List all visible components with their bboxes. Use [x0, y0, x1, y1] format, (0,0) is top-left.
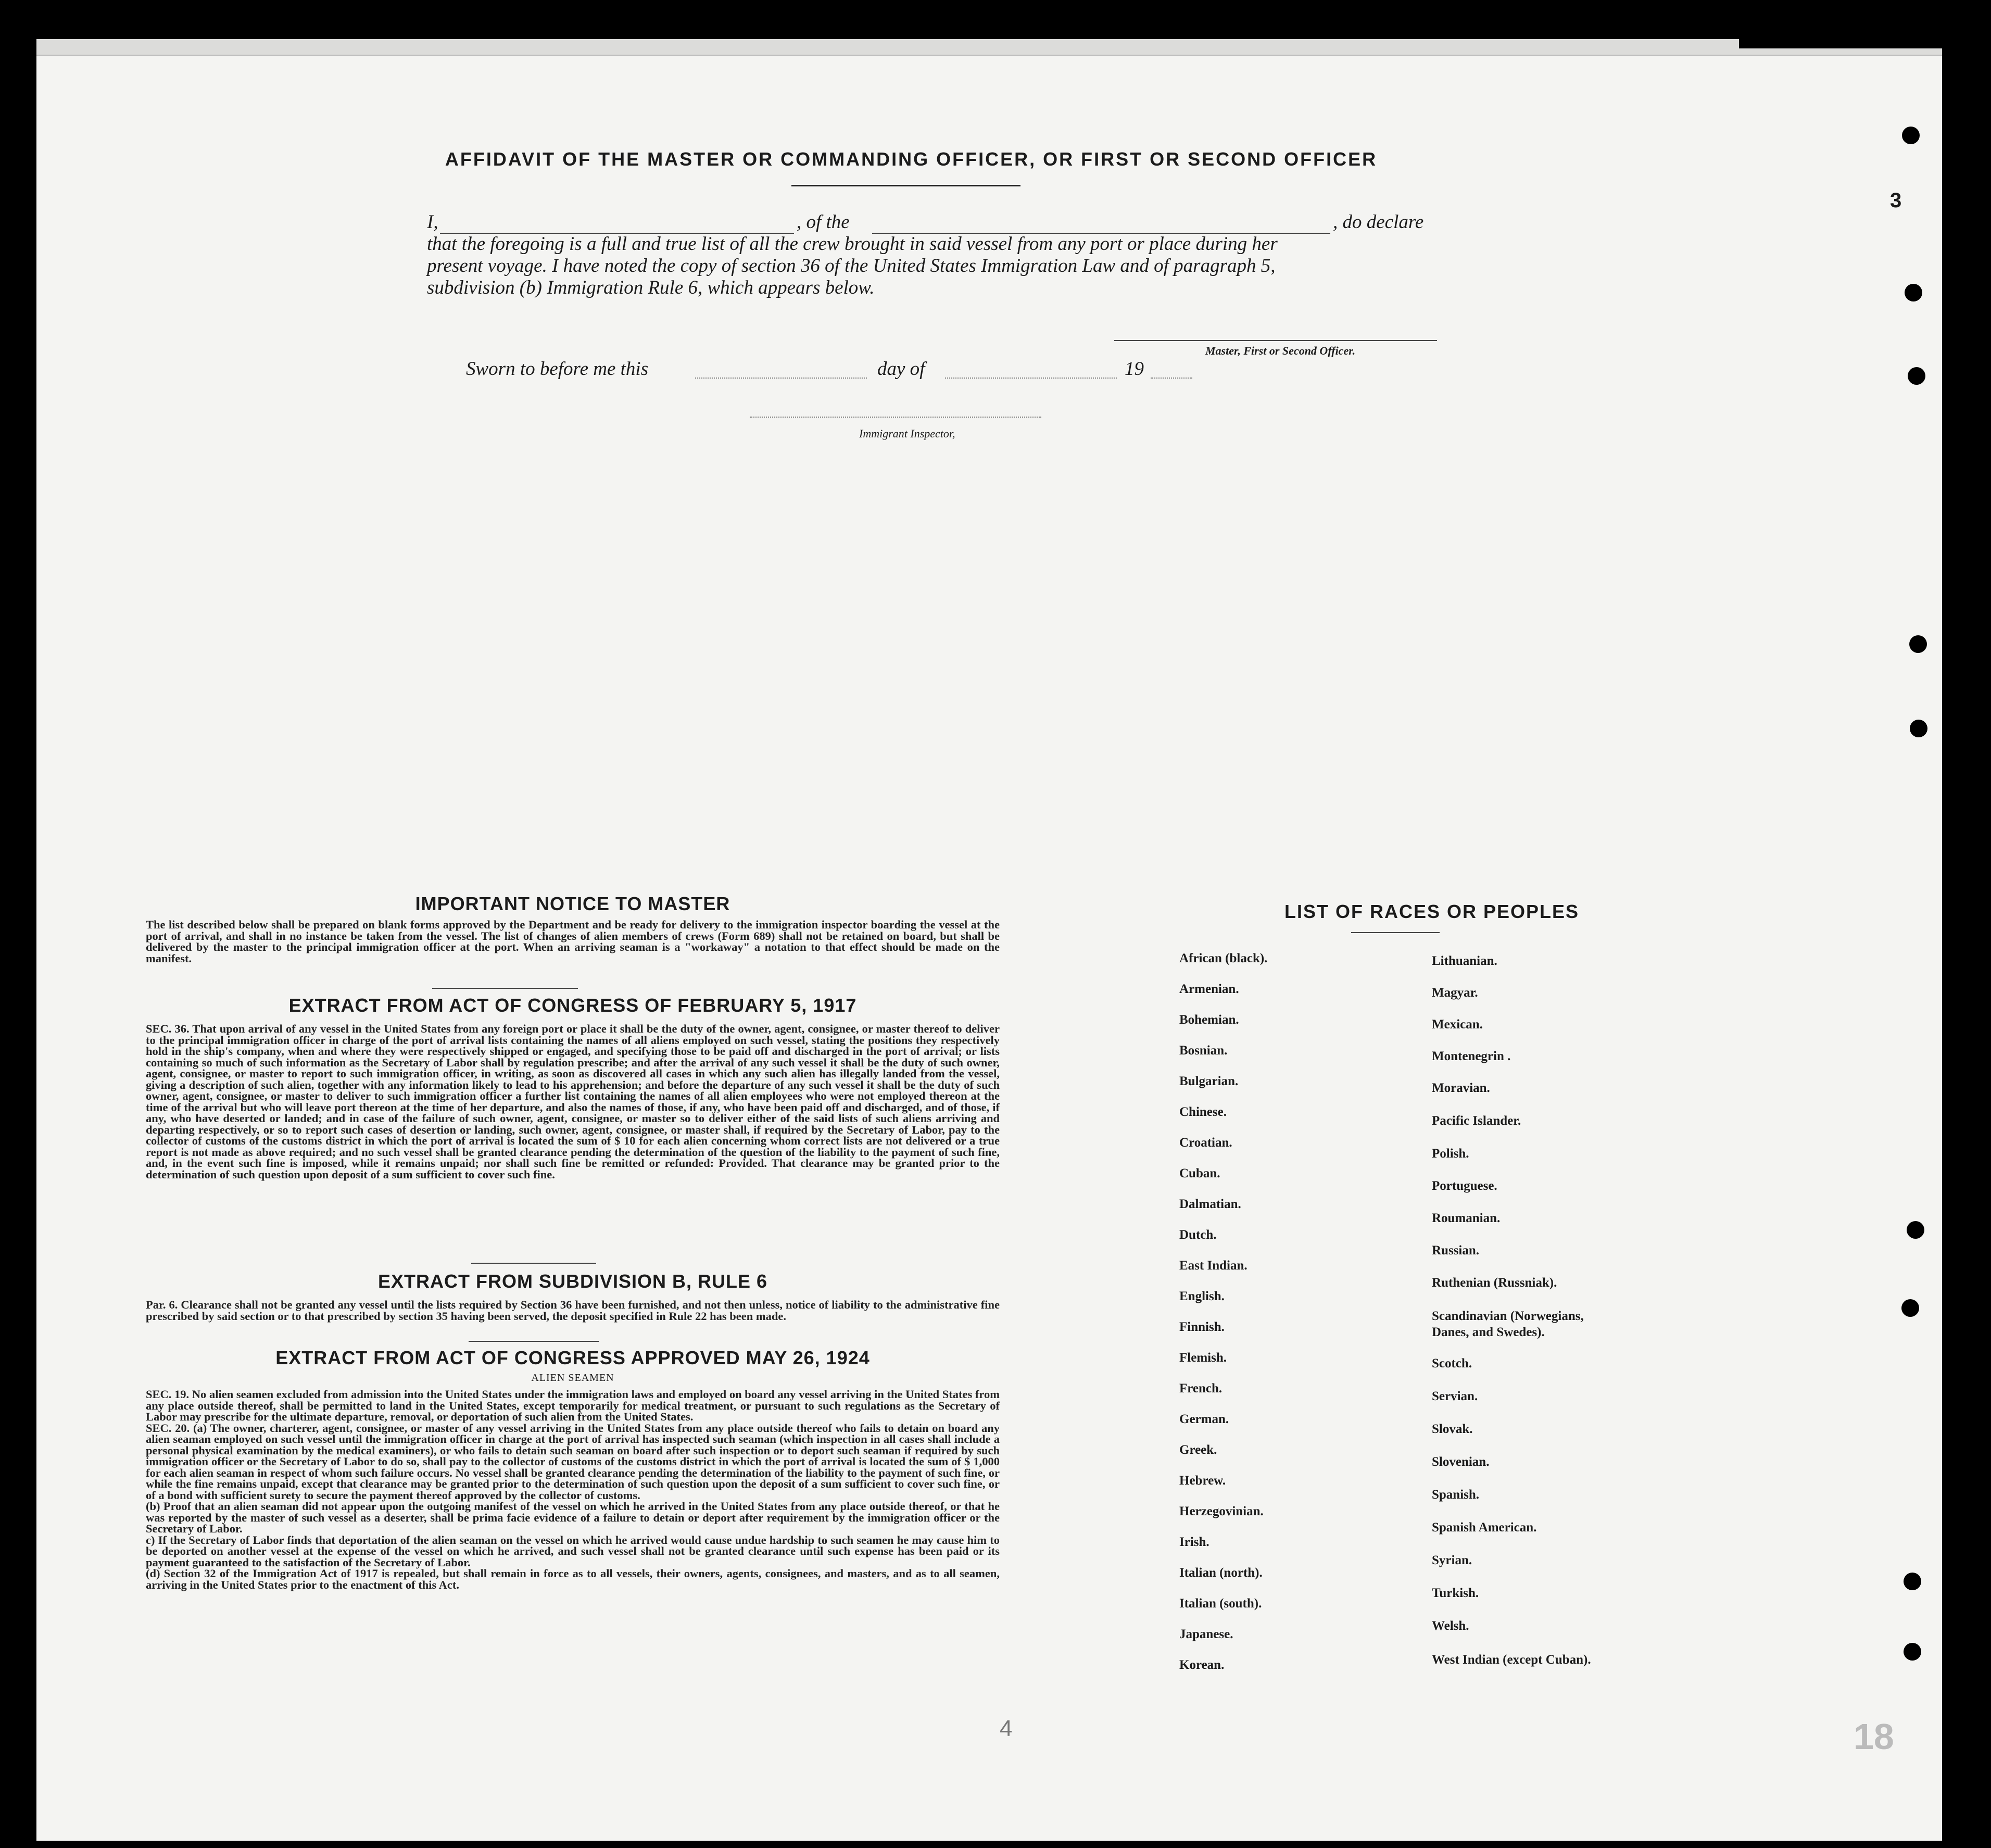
- race-item: Chinese.: [1179, 1105, 1227, 1119]
- signature-line: [1114, 340, 1437, 341]
- sec-19: SEC. 19. No alien seamen excluded from admission into the United States under the immigration laws and employed on board any vessel arriving in the United States from any place outside thereof, shall be permitted to land in the United States, except temporarily for medical treatment, or pursuant to such regulations as the Secretary of Labor may prescribe for the ultimate departure, removal, or deportation of such alien from the United States.: [146, 1388, 1000, 1423]
- race-item: Herzegovinian.: [1179, 1504, 1264, 1518]
- month-blank: [945, 378, 1117, 379]
- affidavit-line-2: that the foregoing is a full and true list of all the crew brought in said vessel from any port or place during her: [427, 233, 1278, 255]
- race-item: English.: [1179, 1289, 1225, 1303]
- margin-number-top: 3: [1890, 189, 1902, 212]
- race-item: Dalmatian.: [1179, 1197, 1241, 1211]
- year-blank: [1151, 378, 1192, 379]
- affidavit-of-the: , of the: [797, 211, 850, 233]
- sworn-prefix: Sworn to before me this: [466, 358, 649, 380]
- sworn-year: 19: [1125, 358, 1144, 380]
- top-edge-strip: [36, 39, 1942, 56]
- race-item: Bulgarian.: [1179, 1074, 1239, 1088]
- race-item: Magyar.: [1432, 986, 1478, 1000]
- race-item: Mexican.: [1432, 1017, 1483, 1032]
- race-item: Scotch.: [1432, 1356, 1472, 1371]
- race-item: Irish.: [1179, 1535, 1209, 1549]
- races-title: LIST OF RACES OR PEOPLES: [1284, 901, 1580, 922]
- race-item: Slovenian.: [1432, 1455, 1490, 1469]
- day-blank: [695, 378, 867, 379]
- sec-20b: (b) Proof that an alien seaman did not appear upon the outgoing manifest of the vessel on which he arrived in the United States from any place outside thereof, or that he was reported by the master of such vessel as a deserter, shall be prima facie evidence of a failure to detain or deport after requirement by the immigration officer or the Secretary of Labor.: [146, 1500, 1000, 1535]
- extract-1917-divider: [471, 1263, 596, 1264]
- binder-hole-icon: [1905, 284, 1922, 301]
- binder-hole-icon: [1908, 367, 1925, 385]
- race-item: Cuban.: [1179, 1166, 1220, 1180]
- binder-hole-icon: [1901, 1299, 1919, 1317]
- signature-label: Master, First or Second Officer.: [1205, 344, 1356, 357]
- race-item: Spanish American.: [1432, 1520, 1537, 1535]
- affidavit-do-declare: , do declare: [1333, 211, 1424, 233]
- notice-body: The list described below shall be prepared on blank forms approved by the Department and be ready for delivery to the immigration inspector boarding the vessel at the port of arrival, and shall in no instance be taken from the vessel. The list of changes of alien members of crews (Form 689) shall not be retained on board, but shall be delivered by the master to the principal immigration officer at the port. When an arriving seaman is a "workaway" a notation to that effect should be made on the manifest.: [146, 918, 1000, 965]
- extract-1924-subtitle: ALIEN SEAMEN: [531, 1372, 614, 1384]
- tab-edge: [1739, 39, 1942, 48]
- race-item: Finnish.: [1179, 1320, 1225, 1334]
- notice-title: IMPORTANT NOTICE TO MASTER: [415, 893, 730, 914]
- race-item: East Indian.: [1179, 1259, 1247, 1273]
- race-item: Pacific Islander.: [1432, 1114, 1521, 1128]
- affidavit-line-4: subdivision (b) Immigration Rule 6, which appears below.: [427, 277, 875, 298]
- extract-rule6-body: Par. 6. Clearance shall not be granted any vessel until the lists required by Section 36 have been furnished, and not then unless, notice of liability to the administrative fine prescribed by said section or to that prescribed by section 35 having been served, the deposit specified in Rule 22 has been made.: [146, 1298, 1000, 1323]
- binder-hole-icon: [1910, 720, 1927, 737]
- sworn-day-of: day of: [877, 358, 925, 380]
- notice-divider: [432, 988, 578, 989]
- race-item: Armenian.: [1179, 982, 1239, 996]
- race-item: Portuguese.: [1432, 1179, 1497, 1193]
- race-item: Syrian.: [1432, 1553, 1472, 1567]
- race-item: Slovak.: [1432, 1422, 1473, 1436]
- affidavit-line-1: [427, 211, 438, 234]
- race-item: Italian (south).: [1179, 1596, 1262, 1611]
- race-item: Bosnian.: [1179, 1044, 1228, 1058]
- race-item: Ruthenian (Russniak).: [1432, 1276, 1557, 1290]
- extract-rule6-title: EXTRACT FROM SUBDIVISION B, RULE 6: [377, 1271, 768, 1292]
- binder-hole-icon: [1904, 1573, 1921, 1590]
- race-item: Lithuanian.: [1432, 954, 1497, 968]
- race-item: West Indian (except Cuban).: [1432, 1653, 1591, 1667]
- race-item: Roumanian.: [1432, 1211, 1501, 1225]
- binder-hole-icon: [1902, 127, 1920, 144]
- race-item: Servian.: [1432, 1389, 1478, 1403]
- binder-hole-icon: [1909, 635, 1927, 653]
- race-item: Greek.: [1179, 1443, 1217, 1457]
- race-item: Bohemian.: [1179, 1013, 1239, 1027]
- affidavit-title: AFFIDAVIT OF THE MASTER OR COMMANDING OFFICER, OR FIRST OR SECOND OFFICER: [445, 148, 1378, 170]
- race-item: Polish.: [1432, 1147, 1469, 1161]
- race-item: African (black).: [1179, 951, 1268, 965]
- extract-1917-title: EXTRACT FROM ACT OF CONGRESS OF FEBRUARY 5, 1917: [288, 995, 857, 1016]
- race-item: Spanish.: [1432, 1488, 1480, 1502]
- race-item: Hebrew.: [1179, 1474, 1226, 1488]
- binder-hole-icon: [1907, 1221, 1924, 1239]
- race-item: Welsh.: [1432, 1619, 1469, 1633]
- inspector-line: [750, 417, 1041, 418]
- races-divider: [1351, 932, 1440, 933]
- binder-hole-icon: [1904, 1643, 1921, 1661]
- race-item: Russian.: [1432, 1243, 1480, 1258]
- race-item: Korean.: [1179, 1658, 1225, 1672]
- race-item: Croatian.: [1179, 1136, 1232, 1150]
- race-item: Turkish.: [1432, 1586, 1479, 1600]
- extract-1924-body: [146, 1389, 1000, 1590]
- race-item: Montenegrin .: [1432, 1049, 1511, 1063]
- affidavit-line-3: present voyage. I have noted the copy of section 36 of the United States Immigration Law and of paragraph 5,: [427, 255, 1276, 276]
- race-item: Dutch.: [1179, 1228, 1217, 1242]
- sec-20d: (d) Section 32 of the Immigration Act of 1917 is repealed, but shall remain in force as to all vessels, their owners, agents, consignees, and masters, and as to all seamen, arriving in the United States prior to the enactment of this Act.: [146, 1567, 1000, 1591]
- document-page: [36, 39, 1942, 1841]
- title-underline: [791, 185, 1020, 186]
- extract-1917-body: SEC. 36. That upon arrival of any vessel in the United States from any foreign port or place it shall be the duty of the owner, agent, consignee, or master thereof to deliver to the principal immigration officer in charge of the port of arrival lists containing the names of all aliens employed on such vessel, stating the positions they respectively hold in the ship's company, when and where they were respectively shipped or engaged, and specifying those to be paid off and discharged in the port of arrival; or lists containing so much of such information as the Secretary of Labor shall by regulation prescribe; and after the arrival of any such vessel it shall be the duty of such owner, agent, consignee, or master to report to such immigration officer, in writing, as soon as discovered all cases in which any such alien has illegally landed from the vessel, giving a description of such alien, together with any information likely to lead to his apprehension; and before the departure of any such vessel it shall be the duty of such owner, agent, consignee, or master to deliver to such immigration officer a further list containing the names of all alien employees who were not employed thereon at the time of the arrival but who will leave port thereon at the time of her departure, and also the names of those, if any, who have been paid off and discharged, and of those, if any, who have deserted or landed; and in case of the failure of such owner, agent, consignee, or master so to deliver either of the said lists of such aliens arriving and departing respectively, or so to report such cases of desertion or landing, such owner, agent, consignee, or master shall, if required by the Secretary of Labor, pay to the collector of customs of the customs district in which the port of arrival is located the sum of $ 10 for each alien concerning whom correct lists are not delivered or a true report is not made as above required; and no such vessel shall be granted clearance pending the determination of the question of the liability to the payment of such fine, and, in the event such fine is imposed, while it remains unpaid; nor shall such fine be remitted or refunded: Provided. That clearance may be granted prior to the determination of such question upon deposit of a sum sufficient to cover such fine.: [146, 1022, 1000, 1181]
- affidavit-i: I,: [427, 211, 438, 233]
- race-item: Flemish.: [1179, 1351, 1227, 1365]
- inspector-label: Immigrant Inspector,: [859, 427, 955, 440]
- race-item: French.: [1179, 1381, 1223, 1396]
- page-number: 4: [1000, 1716, 1013, 1741]
- race-item: Moravian.: [1432, 1081, 1490, 1095]
- extract-1924-title: EXTRACT FROM ACT OF CONGRESS APPROVED MAY 26, 1924: [275, 1347, 870, 1368]
- sec-20a: SEC. 20. (a) The owner, charterer, agent, consignee, or master of any vessel arriving in the United States from any place outside thereof who fails to detain on board any alien seaman employed on such vessel until the immigration officer in charge at the port of arrival has inspected such seaman (which inspection in all cases shall include a personal physical examination by the medical examiners), or who fails to detain such seaman on board after such inspection or to deport such seaman if required by such immigration officer or the Secretary of Labor to do so, shall pay to the collector of customs of the customs district in which the port of arrival is located the sum of $ 1,000 for each alien seaman in respect of whom such failure occurs. No vessel shall be granted clearance pending the determination of the liability to the payment of such fine, or while the fine remains unpaid, except that clearance may be granted prior to the determination of such question upon the deposit of a sum sufficient to cover such fine, or of a bond with sufficient surety to secure the payment thereof approved by the collector of customs.: [146, 1421, 1000, 1502]
- race-item: Scandinavian (Norwegians, Danes, and Swedes).: [1432, 1309, 1584, 1339]
- extract-rule6-divider: [469, 1341, 599, 1342]
- race-item: Italian (north).: [1179, 1566, 1263, 1580]
- race-item: German.: [1179, 1412, 1229, 1426]
- sec-20c: c) If the Secretary of Labor finds that deportation of the alien seaman on the vessel on which he arrived would cause undue hardship to such seamen he may cause him to be deported on another vessel at the expense of the vessel on which he arrived, and such vessel shall not be granted clearance until such expense has been paid or its payment guaranteed to the satisfaction of the Secretary of Labor.: [146, 1533, 1000, 1569]
- race-item: Japanese.: [1179, 1627, 1233, 1641]
- margin-number-bottom: 18: [1854, 1716, 1894, 1757]
